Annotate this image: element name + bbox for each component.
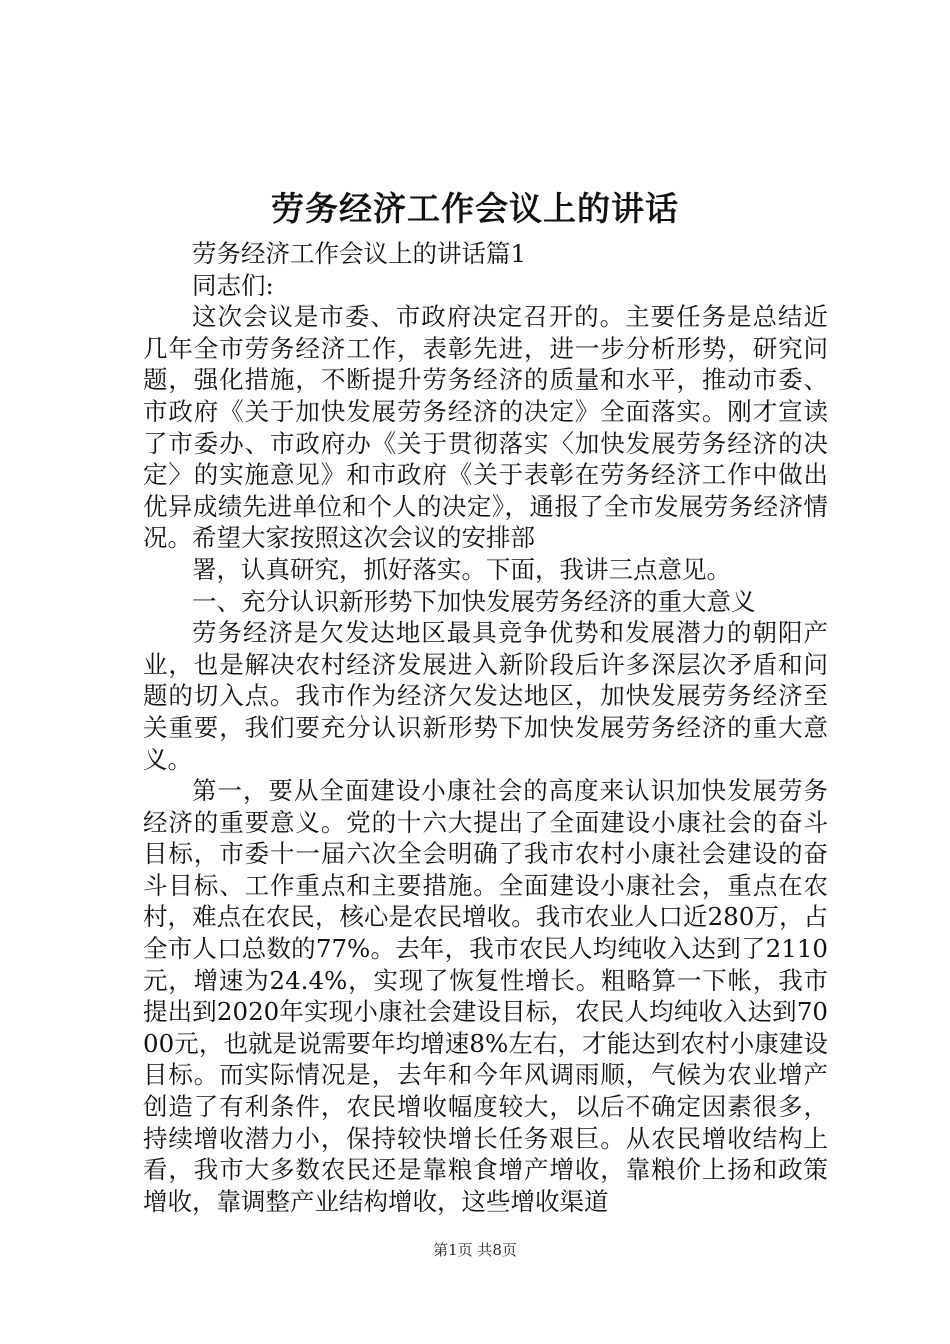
body-paragraph: 这次会议是市委、市政府决定召开的。主要任务是总结近几年全市劳务经济工作，表彰先进，进一步分析形势，研究问题，强化措施，不断提升劳务经济的质量和水平，推动市委、市政府《关于加快发展劳务经济的决定》全面落实。刚才宣读了市委办、市政府办《关于贯彻落实〈加快发展劳务经济的决定〉的实施意见》和市政府《关于表彰在劳务经济工作中做出优异成绩先进单位和个人的决定》，通报了全市发展劳务经济情况。希望大家按照这次会议的安排部 [143,302,828,553]
document-body [143,238,828,1217]
salutation-paragraph: 同志们: [192,270,274,300]
body-paragraph: 劳务经济是欠发达地区最具竞争优势和发展潜力的朝阳产业，也是解决农村经济发展进入新阶段后许多深层次矛盾和问题的切入点。我市作为经济欠发达地区，加快发展劳务经济至关重要，我们要充分认识新形势下加快发展劳务经济的重大意义。 [143,618,828,774]
subtitle-paragraph: 劳务经济工作会议上的讲话篇1 [192,239,527,268]
body-paragraph: 署，认真研究，抓好落实。下面，我讲三点意见。 [192,554,731,584]
body-paragraph: 第一，要从全面建设小康社会的高度来认识加快发展劳务经济的重要意义。党的十六大提出了全面建设小康社会的奋斗目标，市委十一届六次全会明确了我市农村小康社会建设的奋斗目标、工作重点和主要措施。全面建设小康社会，重点在农村，难点在农民，核心是农民增收。我市农业人口近280万，占全市人口总数的77%。去年，我市农民人均纯收入达到了2110元，增速为24.4%，实现了恢复性增长。粗略算一下帐，我市提出到2020年实现小康社会建设目标，农民人均纯收入达到7000元，也就是说需要年均增速8%左右，才能达到农村小康建设目标。而实际情况是，去年和今年风调雨顺，气候为农业增产创造了有利条件，农民增收幅度较大，以后不确定因素很多，持续增收潜力小，保持较快增长任务艰巨。从农民增收结构上看，我市大多数农民还是靠粮食增产增收，靠粮价上扬和政策增收，靠调整产业结构增收，这些增收渠道 [143,776,828,1216]
page-footer: 第1页 共8页 [433,1241,517,1259]
section-heading: 一、充分认识新形势下加快发展劳务经济的重大意义 [192,586,756,616]
document-title: 劳务经济工作会议上的讲话 [271,189,679,228]
